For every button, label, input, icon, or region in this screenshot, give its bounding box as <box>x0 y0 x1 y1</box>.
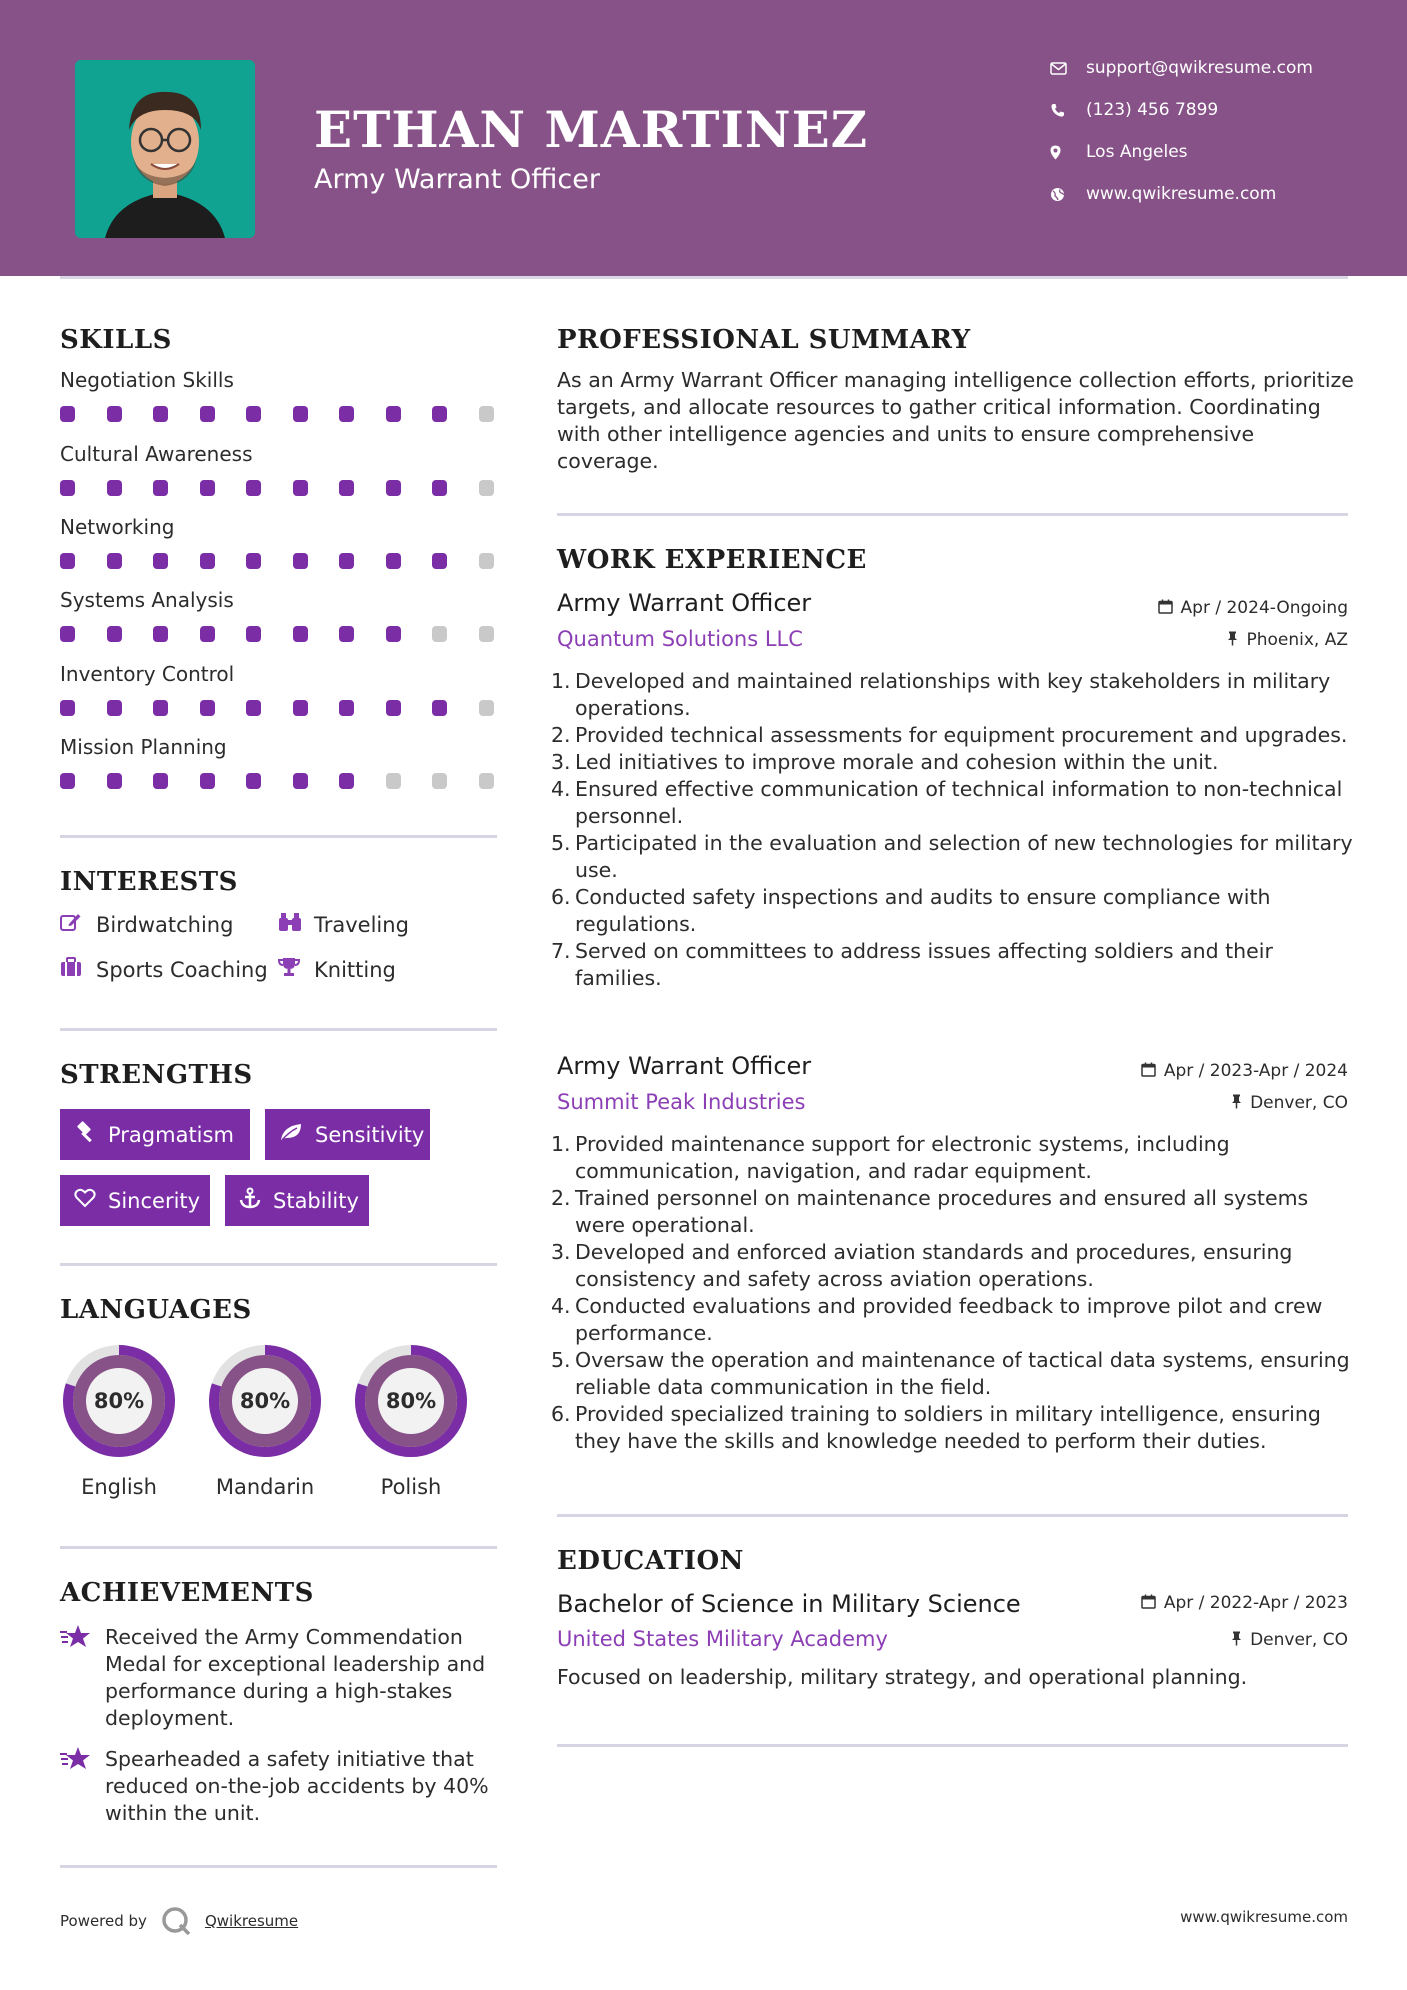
header-divider <box>60 276 1348 279</box>
education-dates-text: Apr / 2022-Apr / 2023 <box>1163 1593 1348 1613</box>
job-bullets <box>551 1131 1355 1455</box>
skill-dot-filled <box>246 406 261 422</box>
skill-dot-filled <box>293 553 308 569</box>
job-title: Army Warrant Officer <box>557 1052 812 1080</box>
skill-dot-filled <box>339 553 354 569</box>
skill-dot-filled <box>339 626 354 642</box>
bullet-text: Served on committees to address issues affecting soldiers and their families. <box>575 939 1273 990</box>
contact-email[interactable] <box>1050 58 1313 78</box>
pushpin-icon <box>1227 631 1238 650</box>
job-bullet <box>551 1401 1355 1455</box>
skill-dot-filled <box>153 406 168 422</box>
summary-text: As an Army Warrant Officer managing intelligence collection efforts, prioritize targets, and allocate resources to gather critical information. Coordinating with other intelligence agencies and units to ensure comprehensive coverage. <box>557 368 1354 473</box>
skill-dot-filled <box>293 480 308 496</box>
job-bullet <box>551 722 1355 749</box>
summary-title: PROFESSIONAL SUMMARY <box>557 325 971 355</box>
skill-dot-filled <box>293 626 308 642</box>
bullet-text: Provided specialized training to soldiers in military intelligence, ensuring they have the skills and knowledge needed to perform their duties. <box>575 1402 1321 1453</box>
skill-dot-filled <box>200 700 215 716</box>
skill-dot-filled <box>432 406 447 422</box>
contact-email-text: support@qwikresume.com <box>1086 58 1313 78</box>
bullet-number: 4. <box>551 777 571 801</box>
skill-dot-empty <box>479 480 494 496</box>
skill-dot-filled <box>107 700 122 716</box>
bullet-text: Led initiatives to improve morale and cohesion within the unit. <box>575 750 1219 774</box>
interest-label: Sports Coaching <box>96 958 268 982</box>
strengths-title: STRENGTHS <box>60 1060 253 1090</box>
section-divider <box>60 1028 497 1031</box>
job-location <box>1227 630 1348 650</box>
interest-label: Traveling <box>314 913 409 937</box>
skill-dot-filled <box>246 553 261 569</box>
school-name[interactable]: United States Military Academy <box>557 1627 888 1651</box>
job-bullet <box>551 884 1355 938</box>
skill-dot-filled <box>200 773 215 789</box>
skill-dot-filled <box>60 553 75 569</box>
skill-dot-filled <box>200 626 215 642</box>
skill-dot-filled <box>107 480 122 496</box>
bullet-number: 7. <box>551 939 571 963</box>
contact-website[interactable] <box>1050 184 1276 204</box>
candidate-name: ETHAN MARTINEZ <box>314 100 869 159</box>
degree-title: Bachelor of Science in Military Science <box>557 1590 1021 1618</box>
job-location <box>1231 1093 1348 1113</box>
leaf-icon <box>279 1122 303 1147</box>
job-bullet <box>551 776 1355 830</box>
job-dates-text: Apr / 2024-Ongoing <box>1180 598 1348 618</box>
star-icon <box>60 1746 105 1827</box>
interests-title: INTERESTS <box>60 867 238 897</box>
education-title: EDUCATION <box>557 1546 744 1576</box>
education-location <box>1231 1630 1348 1650</box>
skill-dot-filled <box>107 626 122 642</box>
skill-dot-empty <box>479 626 494 642</box>
languages-title: LANGUAGES <box>60 1295 252 1325</box>
job-location-text: Phoenix, AZ <box>1246 630 1348 650</box>
calendar-icon <box>1158 599 1173 618</box>
pushpin-icon <box>1231 1631 1242 1650</box>
bullet-text: Provided maintenance support for electronic systems, including communication, navigation, and radar equipment. <box>575 1132 1230 1183</box>
person-avatar-icon <box>75 60 255 238</box>
company-name[interactable]: Quantum Solutions LLC <box>557 627 803 651</box>
contact-location <box>1050 142 1188 162</box>
profile-photo <box>75 60 255 238</box>
bullet-number: 6. <box>551 1402 571 1426</box>
skill-dot-filled <box>60 480 75 496</box>
pushpin-icon <box>1231 1094 1242 1113</box>
star-icon <box>60 1624 105 1732</box>
globe-icon <box>1050 187 1086 202</box>
skill-dot-filled <box>432 553 447 569</box>
language-ring <box>360 1350 462 1452</box>
skill-dot-empty <box>479 773 494 789</box>
skill-dot-filled <box>107 406 122 422</box>
interest-item <box>60 912 233 938</box>
skill-rating <box>60 773 525 789</box>
powered-by-text: Powered by <box>60 1912 147 1930</box>
skill-name: Networking <box>60 515 175 539</box>
skill-dot-filled <box>386 700 401 716</box>
gavel-icon <box>74 1121 96 1148</box>
interest-item <box>60 957 268 983</box>
skill-dot-filled <box>386 553 401 569</box>
skill-dot-filled <box>339 480 354 496</box>
interest-item <box>278 912 409 938</box>
skill-dot-filled <box>153 700 168 716</box>
strength-badge <box>265 1109 430 1160</box>
section-divider <box>60 1865 497 1868</box>
skill-dot-empty <box>432 773 447 789</box>
skill-dot-filled <box>153 480 168 496</box>
job-bullets <box>551 668 1355 992</box>
skill-dot-empty <box>479 700 494 716</box>
language-name: English <box>81 1475 157 1499</box>
strength-label: Sincerity <box>108 1188 201 1213</box>
skill-rating <box>60 406 525 422</box>
skill-rating <box>60 553 525 569</box>
skill-name: Mission Planning <box>60 735 227 759</box>
skill-dot-filled <box>200 553 215 569</box>
bullet-number: 2. <box>551 1186 571 1210</box>
skill-dot-filled <box>200 406 215 422</box>
bullet-number: 3. <box>551 750 571 774</box>
language-name: Mandarin <box>215 1475 315 1499</box>
experience-title: WORK EXPERIENCE <box>557 545 867 575</box>
footer-powered-by <box>60 1906 298 1936</box>
strength-label: Sensitivity <box>315 1122 425 1147</box>
job-bullet <box>551 1293 1355 1347</box>
skill-dot-filled <box>339 773 354 789</box>
section-divider <box>557 1744 1348 1747</box>
skill-dot-filled <box>60 773 75 789</box>
language-percent: 80% <box>385 1389 437 1413</box>
strength-badge <box>225 1175 369 1226</box>
strength-badge <box>60 1109 250 1160</box>
job-bullet <box>551 1239 1355 1293</box>
bullet-number: 1. <box>551 669 571 693</box>
bullet-text: Provided technical assessments for equipment procurement and upgrades. <box>575 723 1348 747</box>
skill-dot-filled <box>60 406 75 422</box>
skill-dot-filled <box>339 406 354 422</box>
job-bullet <box>551 938 1355 992</box>
skill-rating <box>60 626 525 642</box>
skill-dot-filled <box>153 773 168 789</box>
bullet-text: Participated in the evaluation and selection of new technologies for military use. <box>575 831 1353 882</box>
interest-label: Birdwatching <box>96 913 234 937</box>
language-name: Polish <box>380 1475 442 1499</box>
skill-rating <box>60 700 525 716</box>
achievement-text: Received the Army Commendation Medal for exceptional leadership and performance during a high-stakes deployment. <box>105 1625 486 1730</box>
calendar-icon <box>1141 1594 1156 1613</box>
education-location-text: Denver, CO <box>1250 1630 1348 1650</box>
resume-header <box>0 0 1407 276</box>
qwikresume-link[interactable]: Qwikresume <box>204 1912 299 1930</box>
bullet-number: 1. <box>551 1132 571 1156</box>
binoculars-icon <box>278 912 302 938</box>
strength-label: Pragmatism <box>108 1122 234 1147</box>
bullet-text: Oversaw the operation and maintenance of tactical data systems, ensuring reliable data communication in the field. <box>575 1348 1350 1399</box>
interest-item <box>278 957 396 983</box>
bullet-text: Conducted evaluations and provided feedback to improve pilot and crew performance. <box>575 1294 1323 1345</box>
job-bullet <box>551 1347 1355 1401</box>
skill-dot-filled <box>386 626 401 642</box>
skills-title: SKILLS <box>60 325 172 355</box>
footer-url[interactable]: www.qwikresume.com <box>1180 1908 1348 1926</box>
strength-label: Stability <box>273 1188 359 1213</box>
job-bullet <box>551 830 1355 884</box>
languages-rings <box>56 1338 486 1464</box>
calendar-icon <box>1141 1062 1156 1081</box>
skill-dot-filled <box>293 406 308 422</box>
section-divider <box>60 1263 497 1266</box>
language-percent: 80% <box>239 1389 291 1413</box>
achievements-title: ACHIEVEMENTS <box>60 1578 314 1608</box>
skill-dot-filled <box>60 626 75 642</box>
section-divider <box>557 1514 1348 1517</box>
section-divider <box>60 1546 497 1549</box>
job-bullet <box>551 749 1355 776</box>
briefcase-icon <box>60 957 84 983</box>
skill-name: Inventory Control <box>60 662 235 686</box>
skill-name: Negotiation Skills <box>60 368 234 392</box>
job-bullet <box>551 668 1355 722</box>
skill-dot-filled <box>246 480 261 496</box>
skill-dot-filled <box>339 700 354 716</box>
skill-dot-filled <box>107 553 122 569</box>
bullet-number: 4. <box>551 1294 571 1318</box>
skill-dot-filled <box>386 480 401 496</box>
achievement-item <box>60 1746 500 1827</box>
skill-dot-filled <box>60 700 75 716</box>
job-dates-text: Apr / 2023-Apr / 2024 <box>1163 1061 1348 1081</box>
skill-dot-filled <box>153 553 168 569</box>
location-pin-icon <box>1050 145 1086 160</box>
strength-badge <box>60 1175 210 1226</box>
job-title: Army Warrant Officer <box>557 589 812 617</box>
language-percent: 80% <box>93 1389 145 1413</box>
skill-dot-filled <box>293 700 308 716</box>
bullet-number: 5. <box>551 831 571 855</box>
language-ring <box>68 1350 170 1452</box>
heart-icon <box>74 1188 96 1213</box>
section-divider <box>557 513 1348 516</box>
qwikresume-logo-icon <box>161 1906 191 1936</box>
bullet-text: Ensured effective communication of technical information to non-technical personnel. <box>575 777 1343 828</box>
bullet-text: Conducted safety inspections and audits to ensure compliance with regulations. <box>575 885 1271 936</box>
bullet-number: 6. <box>551 885 571 909</box>
phone-icon <box>1050 103 1086 118</box>
language-ring <box>214 1350 316 1452</box>
contact-phone[interactable] <box>1050 100 1218 120</box>
skill-rating <box>60 480 525 496</box>
skill-dot-empty <box>479 553 494 569</box>
company-name[interactable]: Summit Peak Industries <box>557 1090 806 1114</box>
skill-dot-filled <box>153 626 168 642</box>
skill-dot-filled <box>293 773 308 789</box>
education-dates <box>1141 1593 1348 1613</box>
bullet-number: 2. <box>551 723 571 747</box>
skill-dot-empty <box>432 626 447 642</box>
pencil-icon <box>60 912 84 938</box>
job-location-text: Denver, CO <box>1250 1093 1348 1113</box>
envelope-icon <box>1050 62 1086 75</box>
skill-name: Cultural Awareness <box>60 442 253 466</box>
skill-dot-filled <box>107 773 122 789</box>
skill-dot-filled <box>200 480 215 496</box>
skill-dot-empty <box>386 773 401 789</box>
skill-dot-filled <box>246 773 261 789</box>
bullet-text: Trained personnel on maintenance procedures and ensured all systems were operational. <box>575 1186 1309 1237</box>
trophy-icon <box>278 957 302 983</box>
skill-dot-filled <box>246 700 261 716</box>
achievement-text: Spearheaded a safety initiative that reduced on-the-job accidents by 40% within the unit. <box>105 1747 489 1825</box>
job-dates <box>1158 598 1348 618</box>
candidate-role: Army Warrant Officer <box>314 164 600 195</box>
bullet-number: 3. <box>551 1240 571 1264</box>
bullet-text: Developed and maintained relationships with key stakeholders in military operations. <box>575 669 1331 720</box>
job-bullet <box>551 1185 1355 1239</box>
skill-dot-filled <box>246 626 261 642</box>
job-dates <box>1141 1061 1348 1081</box>
skill-dot-filled <box>432 480 447 496</box>
contact-website-text: www.qwikresume.com <box>1086 184 1277 204</box>
job-bullet <box>551 1131 1355 1185</box>
contact-location-text: Los Angeles <box>1086 142 1188 162</box>
contact-phone-text: (123) 456 7899 <box>1086 100 1219 120</box>
education-description: Focused on leadership, military strategy, and operational planning. <box>557 1665 1248 1689</box>
skill-dot-filled <box>386 406 401 422</box>
anchor-icon <box>239 1187 261 1214</box>
skill-dot-empty <box>479 406 494 422</box>
section-divider <box>60 835 497 838</box>
interest-label: Knitting <box>314 958 396 982</box>
skill-name: Systems Analysis <box>60 588 234 612</box>
skill-dot-filled <box>432 700 447 716</box>
bullet-text: Developed and enforced aviation standards and procedures, ensuring consistency and safety across aviation operations. <box>575 1240 1293 1291</box>
achievement-item <box>60 1624 500 1732</box>
bullet-number: 5. <box>551 1348 571 1372</box>
